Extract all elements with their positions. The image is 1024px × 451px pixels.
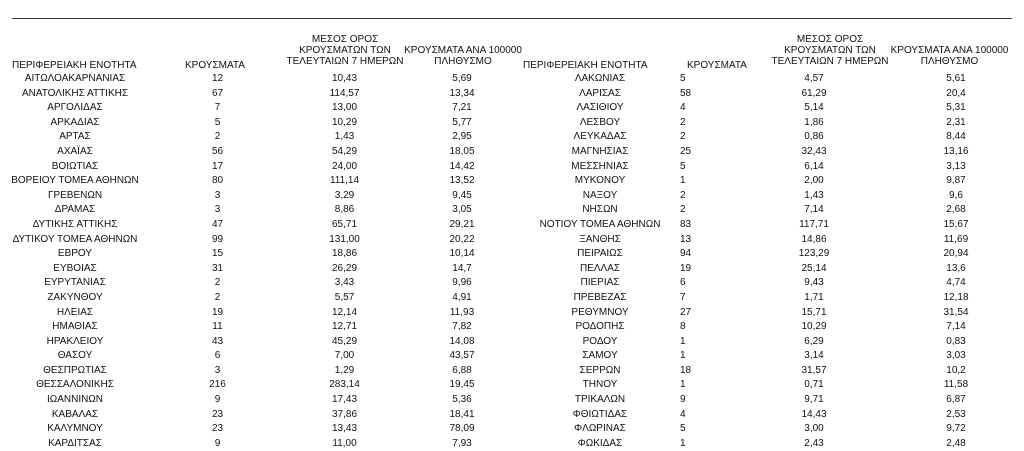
left-region-cell: ΑΡΓΟΛΙΔΑΣ: [47, 102, 103, 114]
right-per-cell: 2,48: [946, 437, 966, 449]
left-avg-cell: 10,43: [331, 73, 358, 84]
right-cases-cell: 2: [680, 131, 686, 143]
left-cases-header: ΚΡΟΥΣΜΑΤΑ: [185, 60, 245, 71]
left-per-cell: 43,57: [449, 350, 475, 362]
left-avg-cell: 18,86: [331, 248, 358, 260]
table-row: [0, 408, 1024, 423]
right-avg-cell: 123,29: [798, 248, 830, 260]
right-region-cell: ΝΟΤΙΟΥ ΤΟΜΕΑ ΑΘΗΝΩΝ: [539, 218, 661, 230]
left-per-cell: 13,34: [449, 87, 475, 99]
right-cases-cell: 4: [680, 408, 686, 420]
left-region-cell: ΚΑΒΑΛΑΣ: [51, 408, 99, 420]
left-per-cell: 78,09: [449, 423, 475, 435]
right-per-header-line2: ΠΛΗΘΥΣΜΟ: [920, 56, 979, 67]
right-region-cell: ΛΑΣΙΘΙΟΥ: [576, 102, 624, 114]
right-region-cell: ΠΕΙΡΑΙΩΣ: [577, 248, 623, 260]
left-per-cell: 11,93: [449, 306, 475, 318]
right-cases-cell: 13: [680, 233, 692, 245]
right-per-cell: 5,61: [946, 73, 966, 84]
left-per-cell: 4,91: [452, 291, 472, 303]
left-region-cell: ΗΡΑΚΛΕΙΟΥ: [46, 335, 104, 347]
left-avg-cell: 114,57: [329, 87, 360, 99]
right-per-cell: 5,31: [946, 102, 966, 114]
left-region-cell: ΘΕΣΠΡΩΤΙΑΣ: [43, 364, 107, 376]
left-avg-cell: 12,14: [331, 306, 358, 318]
right-cases-cell: 19: [680, 262, 692, 274]
left-region-header: ΠΕΡΙΦΕΡΕΙΑΚΗ ΕΝΟΤΗΤΑ: [12, 60, 137, 71]
left-per-cell: 2,95: [452, 131, 472, 143]
left-region-cell: ΕΥΡΥΤΑΝΙΑΣ: [44, 277, 106, 289]
right-per-cell: 2,31: [946, 116, 966, 128]
right-avg-cell: 2,43: [804, 437, 824, 449]
table-row: [0, 130, 1024, 145]
left-per-cell: 7,82: [452, 321, 472, 333]
right-per-cell: 13,16: [943, 145, 969, 157]
right-cases-cell: 94: [680, 248, 692, 260]
right-per-cell: 12,18: [943, 291, 969, 303]
table-row: [0, 72, 1024, 87]
right-avg-cell: 10,29: [801, 321, 827, 333]
left-region-cell: ΙΩΑΝΝΙΝΩΝ: [46, 394, 104, 406]
right-cases-cell: 1: [680, 350, 686, 362]
right-cases-cell: 5: [680, 160, 686, 172]
right-region-cell: ΜΑΓΝΗΣΙΑΣ: [571, 145, 629, 157]
left-avg-cell: 12,71: [331, 321, 358, 333]
right-cases-cell: 2: [680, 204, 686, 216]
left-cases-cell: 43: [211, 335, 224, 347]
right-avg-cell: 14,43: [801, 408, 827, 420]
right-per-cell: 8,44: [946, 131, 966, 143]
left-region-cell: ΔΡΑΜΑΣ: [54, 204, 96, 216]
left-per-cell: 14,08: [449, 335, 475, 347]
left-per-cell: 29,21: [449, 218, 475, 230]
right-cases-cell: 4: [680, 102, 686, 114]
table-row: [0, 422, 1024, 437]
left-cases-cell: 67: [211, 87, 224, 99]
right-cases-cell: 2: [680, 189, 686, 201]
left-cases-cell: 17: [211, 160, 224, 172]
right-region-cell: ΠΡΕΒΕΖΑΣ: [573, 291, 627, 303]
right-avg-cell: 4,57: [804, 73, 824, 84]
left-per-cell: 14,7: [452, 262, 472, 274]
table-row: [0, 189, 1024, 204]
left-per-cell: 18,41: [449, 408, 475, 420]
right-cases-cell: 9: [680, 394, 686, 406]
left-avg-cell: 17,43: [331, 394, 358, 406]
left-region-cell: ΑΧΑΪΑΣ: [57, 145, 93, 157]
right-avg-cell: 61,29: [801, 87, 827, 99]
left-per-cell: 6,88: [452, 364, 472, 376]
left-region-cell: ΑΙΤΩΛΟΑΚΑΡΝΑΝΙΑΣ: [24, 73, 126, 84]
right-avg-cell: 3,14: [804, 350, 824, 362]
left-avg-cell: 7,00: [334, 350, 355, 362]
right-cases-cell: 5: [680, 73, 686, 84]
right-per-cell: 13,6: [946, 262, 966, 274]
left-region-cell: ΑΡΚΑΔΙΑΣ: [50, 116, 100, 128]
table-row: [0, 320, 1024, 335]
right-avg-cell: 6,14: [804, 160, 824, 172]
right-cases-cell: 83: [680, 218, 692, 230]
left-per-cell: 18,05: [449, 145, 475, 157]
right-per-cell: 3,13: [946, 160, 966, 172]
left-per-header-line1: ΚΡΟΥΣΜΑΤΑ ΑΝΑ 100000: [404, 45, 522, 56]
left-per-cell: 3,05: [452, 204, 472, 216]
left-per-cell: 5,77: [452, 116, 472, 128]
right-per-cell: 9,87: [946, 175, 966, 187]
right-avg-cell: 31,57: [801, 364, 827, 376]
table-row: [0, 247, 1024, 262]
left-per-cell: 5,36: [452, 394, 472, 406]
table-row: [0, 306, 1024, 321]
left-avg-cell: 37,86: [331, 408, 358, 420]
left-per-header-line2: ΠΛΗΘΥΣΜΟ: [434, 56, 492, 67]
left-avg-cell: 1,29: [334, 364, 355, 376]
left-region-cell: ΗΛΕΙΑΣ: [56, 306, 94, 318]
left-region-cell: ΓΡΕΒΕΝΩΝ: [47, 189, 103, 201]
top-rule: [12, 18, 1012, 19]
right-region-cell: ΝΑΞΟΥ: [582, 189, 618, 201]
left-avg-cell: 24,00: [331, 160, 358, 172]
right-cases-cell: 8: [680, 321, 686, 333]
left-cases-cell: 99: [211, 233, 224, 245]
right-per-cell: 4,74: [946, 277, 966, 289]
left-per-cell: 9,96: [452, 277, 472, 289]
right-avg-cell: 1,86: [804, 116, 824, 128]
right-per-cell: 9,6: [949, 189, 963, 201]
right-region-cell: ΜΕΣΣΗΝΙΑΣ: [571, 160, 629, 172]
right-region-cell: ΛΕΥΚΑΔΑΣ: [573, 131, 627, 143]
left-cases-cell: 2: [214, 131, 221, 143]
table-row: [0, 87, 1024, 102]
left-cases-cell: 9: [214, 394, 221, 406]
right-avg-cell: 3,00: [804, 423, 824, 435]
right-avg-cell: 1,71: [804, 291, 824, 303]
left-cases-cell: 9: [214, 437, 221, 449]
left-per-cell: 7,93: [452, 437, 472, 449]
right-per-cell: 9,72: [946, 423, 966, 435]
table-row: [0, 174, 1024, 189]
left-region-cell: ΖΑΚΥΝΘΟΥ: [47, 291, 103, 303]
left-region-cell: ΒΟΙΩΤΙΑΣ: [51, 160, 99, 172]
left-region-cell: ΒΟΡΕΙΟΥ ΤΟΜΕΑ ΑΘΗΝΩΝ: [11, 175, 139, 187]
left-avg-cell: 10,29: [331, 116, 358, 128]
left-cases-cell: 7: [214, 102, 221, 114]
left-cases-cell: 19: [211, 306, 224, 318]
right-region-header: ΠΕΡΙΦΕΡΕΙΑΚΗ ΕΝΟΤΗΤΑ: [523, 60, 648, 71]
left-cases-cell: 2: [214, 291, 221, 303]
right-region-cell: ΠΙΕΡΙΑΣ: [580, 277, 620, 289]
table-row: [0, 291, 1024, 306]
right-region-cell: ΦΩΚΙΔΑΣ: [577, 437, 623, 449]
left-avg-cell: 8,86: [334, 204, 355, 216]
right-region-cell: ΣΕΡΡΩΝ: [579, 364, 621, 376]
left-avg-header: [275, 34, 415, 67]
right-avg-cell: 0,71: [804, 379, 824, 391]
right-avg-cell: 117,71: [799, 218, 829, 230]
left-region-cell: ΚΑΛΥΜΝΟΥ: [47, 423, 103, 435]
left-cases-cell: 47: [211, 218, 224, 230]
left-avg-header-line1: ΜΕΣΟΣ ΟΡΟΣ: [311, 34, 379, 45]
left-region-cell: ΕΒΡΟΥ: [57, 248, 93, 260]
left-cases-cell: 216: [209, 379, 226, 391]
table-row: [0, 364, 1024, 379]
right-per-cell: 0,83: [946, 335, 966, 347]
right-avg-cell: 0,86: [804, 131, 824, 143]
right-avg-cell: 14,86: [801, 233, 827, 245]
left-region-cell: ΔΥΤΙΚΟΥ ΤΟΜΕΑ ΑΘΗΝΩΝ: [12, 233, 138, 245]
right-region-cell: ΛΕΣΒΟΥ: [579, 116, 621, 128]
cases-table-body: [0, 72, 1024, 451]
left-cases-cell: 3: [214, 204, 221, 216]
right-per-cell: 11,58: [943, 379, 969, 391]
left-avg-cell: 26,29: [331, 262, 358, 274]
right-avg-cell: 6,29: [804, 335, 824, 347]
right-per-cell: 10,2: [946, 364, 966, 376]
left-region-cell: ΘΕΣΣΑΛΟΝΙΚΗΣ: [36, 379, 114, 391]
table-row: [0, 335, 1024, 350]
right-cases-cell: 1: [680, 379, 686, 391]
table-row: [0, 393, 1024, 408]
left-avg-cell: 13,43: [331, 423, 358, 435]
right-per-cell: 7,14: [946, 321, 966, 333]
table-row: [0, 116, 1024, 131]
left-per-cell: 19,45: [449, 379, 475, 391]
right-avg-header-line2: ΚΡΟΥΣΜΑΤΩΝ ΤΩΝ: [784, 45, 876, 56]
right-cases-header: ΚΡΟΥΣΜΑΤΑ: [687, 60, 747, 71]
right-per-cell: 11,69: [943, 233, 969, 245]
table-row: [0, 276, 1024, 291]
table-row: [0, 378, 1024, 393]
right-region-cell: ΠΕΛΛΑΣ: [579, 262, 621, 274]
right-cases-cell: 1: [680, 335, 686, 347]
left-per-cell: 10,14: [449, 248, 475, 260]
left-region-cell: ΚΑΡΔΙΤΣΑΣ: [48, 437, 102, 449]
left-cases-cell: 5: [214, 116, 221, 128]
left-avg-cell: 131,00: [329, 233, 360, 245]
table-row: [0, 349, 1024, 364]
left-region-cell: ΔΥΤΙΚΗΣ ΑΤΤΙΚΗΣ: [32, 218, 118, 230]
left-avg-cell: 283,14: [329, 379, 360, 391]
right-cases-cell: 1: [680, 175, 686, 187]
right-region-cell: ΡΟΔΟΠΗΣ: [575, 321, 625, 333]
left-cases-cell: 2: [214, 277, 221, 289]
right-region-cell: ΣΑΜΟΥ: [582, 350, 618, 362]
right-per-cell: 20,4: [946, 87, 966, 99]
left-avg-header-line3: ΤΕΛΕΥΤΑΙΩΝ 7 ΗΜΕΡΩΝ: [286, 56, 404, 67]
right-cases-cell: 7: [680, 291, 686, 303]
table-row: [0, 262, 1024, 277]
left-avg-cell: 5,57: [334, 291, 355, 303]
right-avg-cell: 25,14: [801, 262, 827, 274]
right-cases-cell: 27: [680, 306, 692, 318]
left-cases-cell: 6: [214, 350, 221, 362]
left-cases-cell: 23: [211, 423, 224, 435]
left-per-cell: 14,42: [449, 160, 475, 172]
right-region-cell: ΦΛΩΡΙΝΑΣ: [574, 423, 626, 435]
right-per-cell: 2,53: [946, 408, 966, 420]
table-row: [0, 145, 1024, 160]
left-per-cell: 7,21: [452, 102, 472, 114]
right-region-cell: ΤΗΝΟΥ: [582, 379, 618, 391]
left-avg-cell: 65,71: [331, 218, 358, 230]
table-row: [0, 203, 1024, 218]
left-region-cell: ΑΡΤΑΣ: [59, 131, 91, 143]
right-cases-cell: 5: [680, 423, 686, 435]
left-per-header: [398, 45, 528, 67]
right-per-cell: 2,68: [946, 204, 966, 216]
left-per-cell: 13,52: [449, 175, 475, 187]
right-region-cell: ΛΑΚΩΝΙΑΣ: [574, 73, 626, 84]
left-region-cell: ΕΥΒΟΙΑΣ: [53, 262, 97, 274]
left-per-cell: 20,22: [449, 233, 475, 245]
right-avg-cell: 5,14: [804, 102, 824, 114]
left-cases-cell: 15: [211, 248, 224, 260]
right-cases-cell: 2: [680, 116, 686, 128]
right-region-cell: ΛΑΡΙΣΑΣ: [579, 87, 621, 99]
table-row: [0, 218, 1024, 233]
right-region-cell: ΜΥΚΟΝΟΥ: [574, 175, 626, 187]
left-avg-cell: 3,43: [334, 277, 355, 289]
right-per-header: [882, 45, 1017, 67]
right-avg-header-line1: ΜΕΣΟΣ ΟΡΟΣ: [796, 34, 864, 45]
left-cases-cell: 11: [212, 321, 223, 333]
right-per-cell: 6,87: [946, 394, 966, 406]
right-cases-cell: 6: [680, 277, 686, 289]
table-row: [0, 233, 1024, 248]
left-avg-cell: 3,29: [334, 189, 355, 201]
right-per-cell: 3,03: [946, 350, 966, 362]
right-avg-cell: 7,14: [804, 204, 824, 216]
left-region-cell: ΘΑΣΟΥ: [57, 350, 93, 362]
right-region-cell: ΝΗΣΩΝ: [582, 204, 618, 216]
left-avg-cell: 45,29: [331, 335, 358, 347]
right-region-cell: ΡΕΘΥΜΝΟΥ: [571, 306, 629, 318]
table-row: [0, 437, 1024, 451]
right-cases-cell: 58: [680, 87, 692, 99]
right-avg-cell: 32,43: [801, 145, 827, 157]
left-avg-cell: 11,00: [332, 437, 357, 449]
right-cases-cell: 1: [680, 437, 686, 449]
right-region-cell: ΡΟΔΟΥ: [582, 335, 618, 347]
cases-table: [0, 72, 1024, 451]
right-cases-cell: 25: [680, 145, 692, 157]
right-avg-cell: 9,71: [804, 394, 824, 406]
right-region-cell: ΤΡΙΚΑΛΩΝ: [574, 394, 626, 406]
left-cases-cell: 3: [214, 189, 221, 201]
right-region-cell: ΞΑΝΘΗΣ: [579, 233, 621, 245]
right-avg-cell: 9,43: [804, 277, 824, 289]
left-region-cell: ΑΝΑΤΟΛΙΚΗΣ ΑΤΤΙΚΗΣ: [21, 87, 129, 99]
left-cases-cell: 3: [214, 364, 221, 376]
left-avg-cell: 54,29: [331, 145, 358, 157]
left-cases-cell: 31: [211, 262, 224, 274]
right-region-cell: ΦΘΙΩΤΙΔΑΣ: [572, 408, 628, 420]
left-avg-header-line2: ΚΡΟΥΣΜΑΤΩΝ ΤΩΝ: [299, 45, 391, 56]
table-row: [0, 101, 1024, 116]
left-cases-cell: 12: [211, 73, 224, 84]
left-per-cell: 9,45: [452, 189, 472, 201]
left-avg-cell: 1,43: [334, 131, 355, 143]
right-per-header-line1: ΚΡΟΥΣΜΑΤΑ ΑΝΑ 100000: [890, 45, 1009, 56]
left-cases-cell: 80: [211, 175, 224, 187]
table-row: [0, 160, 1024, 175]
right-avg-cell: 2,00: [804, 175, 824, 187]
right-avg-header-line3: ΤΕΛΕΥΤΑΙΩΝ 7 ΗΜΕΡΩΝ: [771, 56, 889, 67]
left-cases-cell: 23: [211, 408, 224, 420]
right-avg-cell: 15,71: [801, 306, 827, 318]
left-avg-cell: 111,14: [329, 175, 360, 187]
left-avg-cell: 13,00: [331, 102, 358, 114]
left-per-cell: 5,69: [452, 73, 472, 84]
right-per-cell: 15,67: [943, 218, 969, 230]
right-per-cell: 31,54: [943, 306, 969, 318]
right-avg-cell: 1,43: [804, 189, 824, 201]
right-cases-cell: 18: [680, 364, 692, 376]
left-region-cell: ΗΜΑΘΙΑΣ: [52, 321, 98, 333]
right-per-cell: 20,94: [943, 248, 969, 260]
left-cases-cell: 56: [211, 145, 224, 157]
right-avg-header: [760, 34, 900, 67]
